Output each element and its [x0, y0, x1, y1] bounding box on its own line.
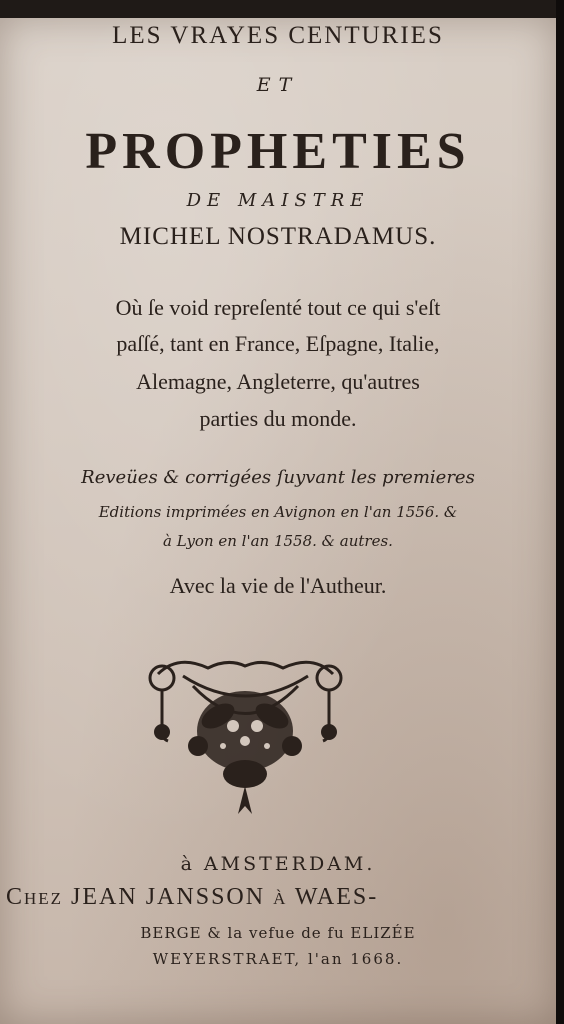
printers-ornament-icon: [138, 646, 353, 821]
description-line-2: paſſé, tant en France, Eſpagne, Italie,: [116, 331, 440, 356]
title-page: [0, 18, 556, 1024]
imprint-publisher: Chez JEAN JANSSON à WAES-: [6, 884, 379, 910]
imprint-line-4: WEYERSTRAET, l'an 1668.: [152, 950, 404, 968]
imprint-city: à AMSTERDAM.: [180, 853, 376, 875]
page-edge-shadow: [556, 0, 564, 1024]
main-title: PROPHETIES: [85, 123, 471, 180]
author-name: MICHEL NOSTRADAMUS.: [119, 223, 437, 250]
edition-note-line-3: à Lyon en l'an 1558. & autres.: [163, 532, 393, 550]
description-line-1: Où ſe void repreſenté tout ce qui s'eſt: [115, 295, 441, 320]
edition-note-line-1: Reveües & corrigées ſuyvant les premieres: [81, 467, 475, 488]
edition-note-line-2: Editions imprimées en Avignon en l'an 1556. &: [98, 503, 458, 521]
description-line-3: Alemagne, Angleterre, qu'autres: [136, 369, 420, 394]
title-line-4: DE MAISTRE: [186, 190, 370, 211]
title-line-2: ET: [256, 74, 300, 96]
with-life-line: Avec la vie de l'Autheur.: [169, 573, 387, 598]
description-line-4: parties du monde.: [199, 406, 357, 431]
imprint-line-3: BERGE & la vefue de fu ELIZÉE: [140, 924, 416, 942]
title-line-1: LES VRAYES CENTURIES: [112, 22, 444, 49]
